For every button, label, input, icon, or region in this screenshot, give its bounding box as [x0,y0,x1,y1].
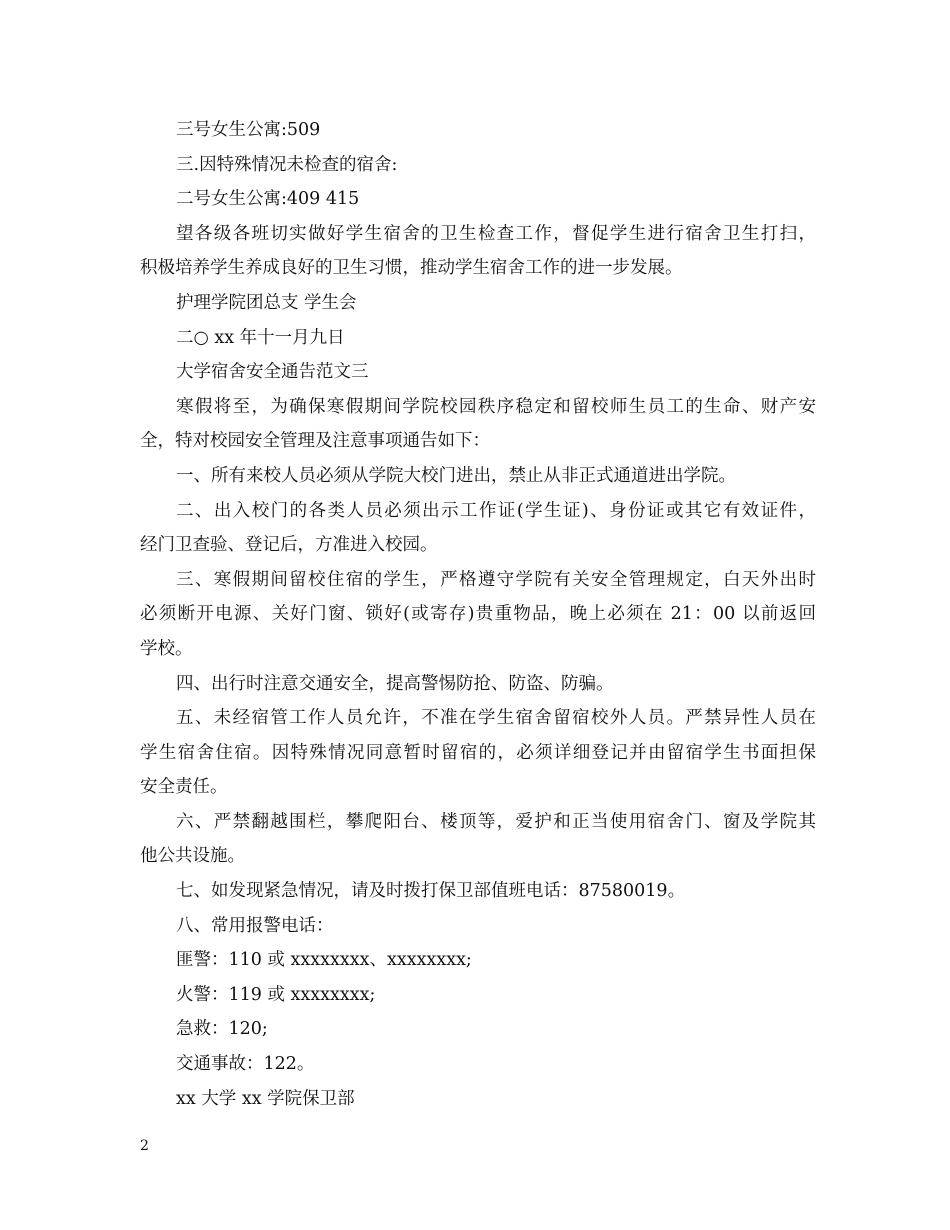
phone-line: 火警：119 或 xxxxxxxx; [176,984,376,1005]
list-item: 七、如发现紧急情况，请及时拨打保卫部值班电话：87580019。 [176,881,686,902]
list-item-continuation: 他公共设施。 [140,846,245,867]
text-line: 三号女生公寓:509 [176,120,321,140]
list-item: 六、严禁翻越围栏，攀爬阳台、楼顶等，爱护和正当使用宿舍门、窗及学院其 [176,811,816,832]
signature-line: xx 大学 xx 学院保卫部 [176,1088,355,1109]
paragraph-line: 望各级各班切实做好学生宿舍的卫生检查工作，督促学生进行宿舍卫生打扫， [176,223,816,244]
list-item: 三、寒假期间留校住宿的学生，严格遵守学院有关安全管理规定，白天外出时 [176,569,816,590]
paragraph-line: 寒假将至，为确保寒假期间学院校园秩序稳定和留校师生员工的生命、财产安 [176,396,816,417]
list-item: 二、出入校门的各类人员必须出示工作证(学生证)、身份证或其它有效证件， [176,500,816,521]
text-line: 二号女生公寓:409 415 [176,189,360,210]
list-item: 四、出行时注意交通安全，提高警惕防抢、防盗、防骗。 [176,673,614,694]
list-item: 一、所有来校人员必须从学院大校门进出，禁止从非正式通道进出学院。 [176,465,736,486]
date-line: 二○ xx 年十一月九日 [176,327,345,348]
phone-line: 匪警：110 或 xxxxxxxx、xxxxxxxx; [176,950,472,971]
phone-line: 急救：120; [176,1019,268,1040]
list-item-continuation: 学校。 [140,638,193,659]
phone-line: 交通事故：122。 [176,1054,315,1075]
paragraph-line: 全，特对校园安全管理及注意事项通告如下： [140,431,490,452]
text-line: 三.因特殊情况未检查的宿舍: [176,154,398,175]
list-item: 八、常用报警电话： [176,915,334,936]
list-item-continuation: 经门卫查验、登记后，方准进入校园。 [140,535,438,556]
signature-line: 护理学院团总支 学生会 [176,292,357,313]
list-item-continuation: 必须断开电源、关好门窗、锁好(或寄存)贵重物品，晚上必须在 21：00 以前返回 [140,604,816,625]
document-body [140,113,816,1116]
paragraph-line: 积极培养学生养成良好的卫生习惯，推动学生宿舍工作的进一步发展。 [140,258,683,279]
page-number: 2 [140,1138,149,1154]
section-title: 大学宿舍安全通告范文三 [176,362,369,383]
list-item: 五、未经宿管工作人员允许，不准在学生宿舍留宿校外人员。严禁异性人员在 [176,708,816,729]
list-item-continuation: 学生宿舍住宿。因特殊情况同意暂时留宿的，必须详细登记并由留宿学生书面担保 [140,742,816,763]
list-item-continuation: 安全责任。 [140,777,228,798]
